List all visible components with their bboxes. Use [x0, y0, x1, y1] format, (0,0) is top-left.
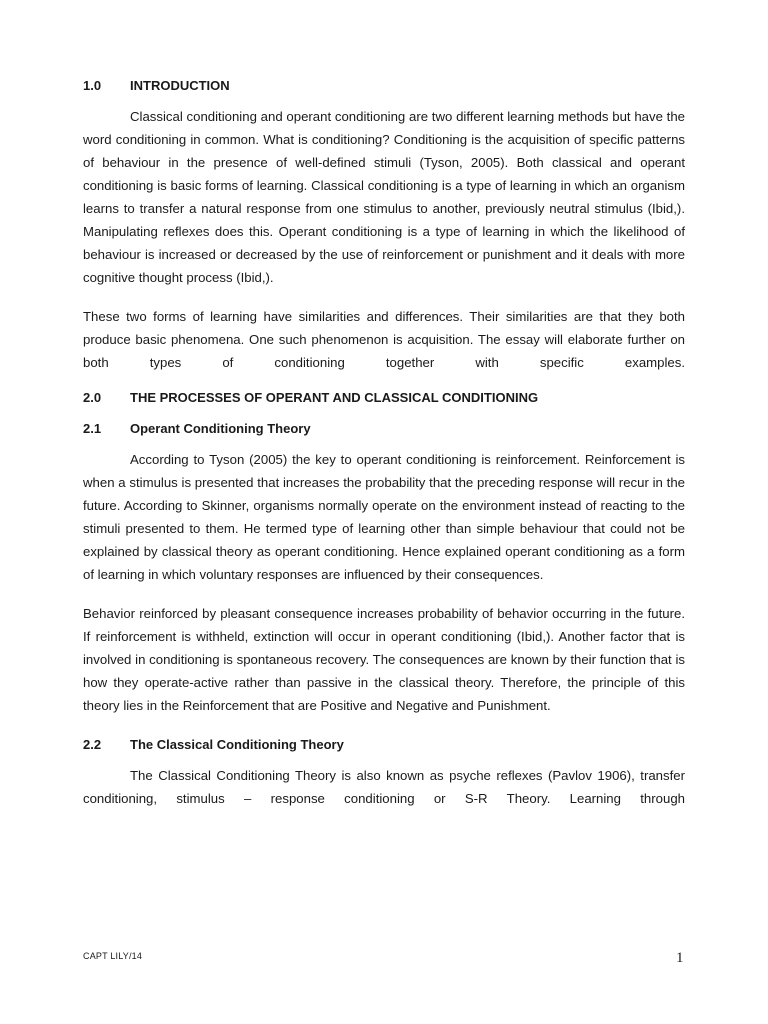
intro-paragraph-1: Classical conditioning and operant conditioning are two different learning methods but have the word conditioning in common. What is conditioning? Conditioning is the acquisition of specific patterns of behaviour in the presence of well-defined stimuli (Tyson, 2005). Both classical and operant conditioning is basic forms of learning. Classical conditioning is a type of learning in which an organism learns to transfer a natural response from one stimulus to another, previously neutral stimulus (Ibid,). Manipulating reflexes does this. Operant conditioning is a type of learning in which the likelihood of behaviour is increased or decreased by the use of reinforcement or punishment and it deals with more cognitive thought process (Ibid,). [83, 109, 685, 285]
section-heading-introduction [83, 74, 685, 97]
section-title: INTRODUCTION [130, 78, 230, 93]
section-number: 1.0 [83, 78, 102, 93]
section-heading-processes [83, 386, 685, 409]
section-number: 2.0 [83, 390, 102, 405]
footer-label: CAPT LILY/14 [83, 951, 143, 961]
page-content [83, 74, 685, 810]
section-title: The Classical Conditioning Theory [130, 737, 344, 752]
operant-paragraph-1: According to Tyson (2005) the key to operant conditioning is reinforcement. Reinforcement is when a stimulus is presented that increases the probability that the preceding response will recur in the future. According to Skinner, organisms normally operate on the environment instead of reacting to the stimuli presented to them. He termed type of learning other than simple behaviour that could not be explained by classical theory as operant conditioning. Hence explained operant conditioning as a form of learning in which voluntary responses are influenced by their consequences. [83, 452, 685, 582]
page-number: 1 [676, 950, 684, 966]
section-number: 2.2 [83, 737, 102, 752]
section-heading-operant [83, 417, 685, 440]
section-number: 2.1 [83, 421, 102, 436]
intro-paragraph-2: These two forms of learning have similarities and differences. Their similarities are that they both produce basic phenomena. One such phenomenon is acquisition. The essay will elaborate further on both types of conditioning together with specific examples. [83, 309, 685, 370]
section-heading-classical [83, 733, 685, 756]
classical-paragraph-1: The Classical Conditioning Theory is also known as psyche reflexes (Pavlov 1906), transfer conditioning, stimulus – response conditioning or S-R Theory. Learning through [83, 768, 685, 806]
operant-paragraph-2: Behavior reinforced by pleasant consequence increases probability of behavior occurring in the future. If reinforcement is withheld, extinction will occur in operant conditioning (Ibid,). Another factor that is involved in conditioning is spontaneous recovery. The consequences are known by their function that is how they operate-active rather than passive in the classical theory. Therefore, the principle of this theory lies in the Reinforcement that are Positive and Negative and Punishment. [83, 606, 685, 713]
section-title: THE PROCESSES OF OPERANT AND CLASSICAL CONDITIONING [130, 390, 539, 405]
section-title: Operant Conditioning Theory [130, 421, 311, 436]
